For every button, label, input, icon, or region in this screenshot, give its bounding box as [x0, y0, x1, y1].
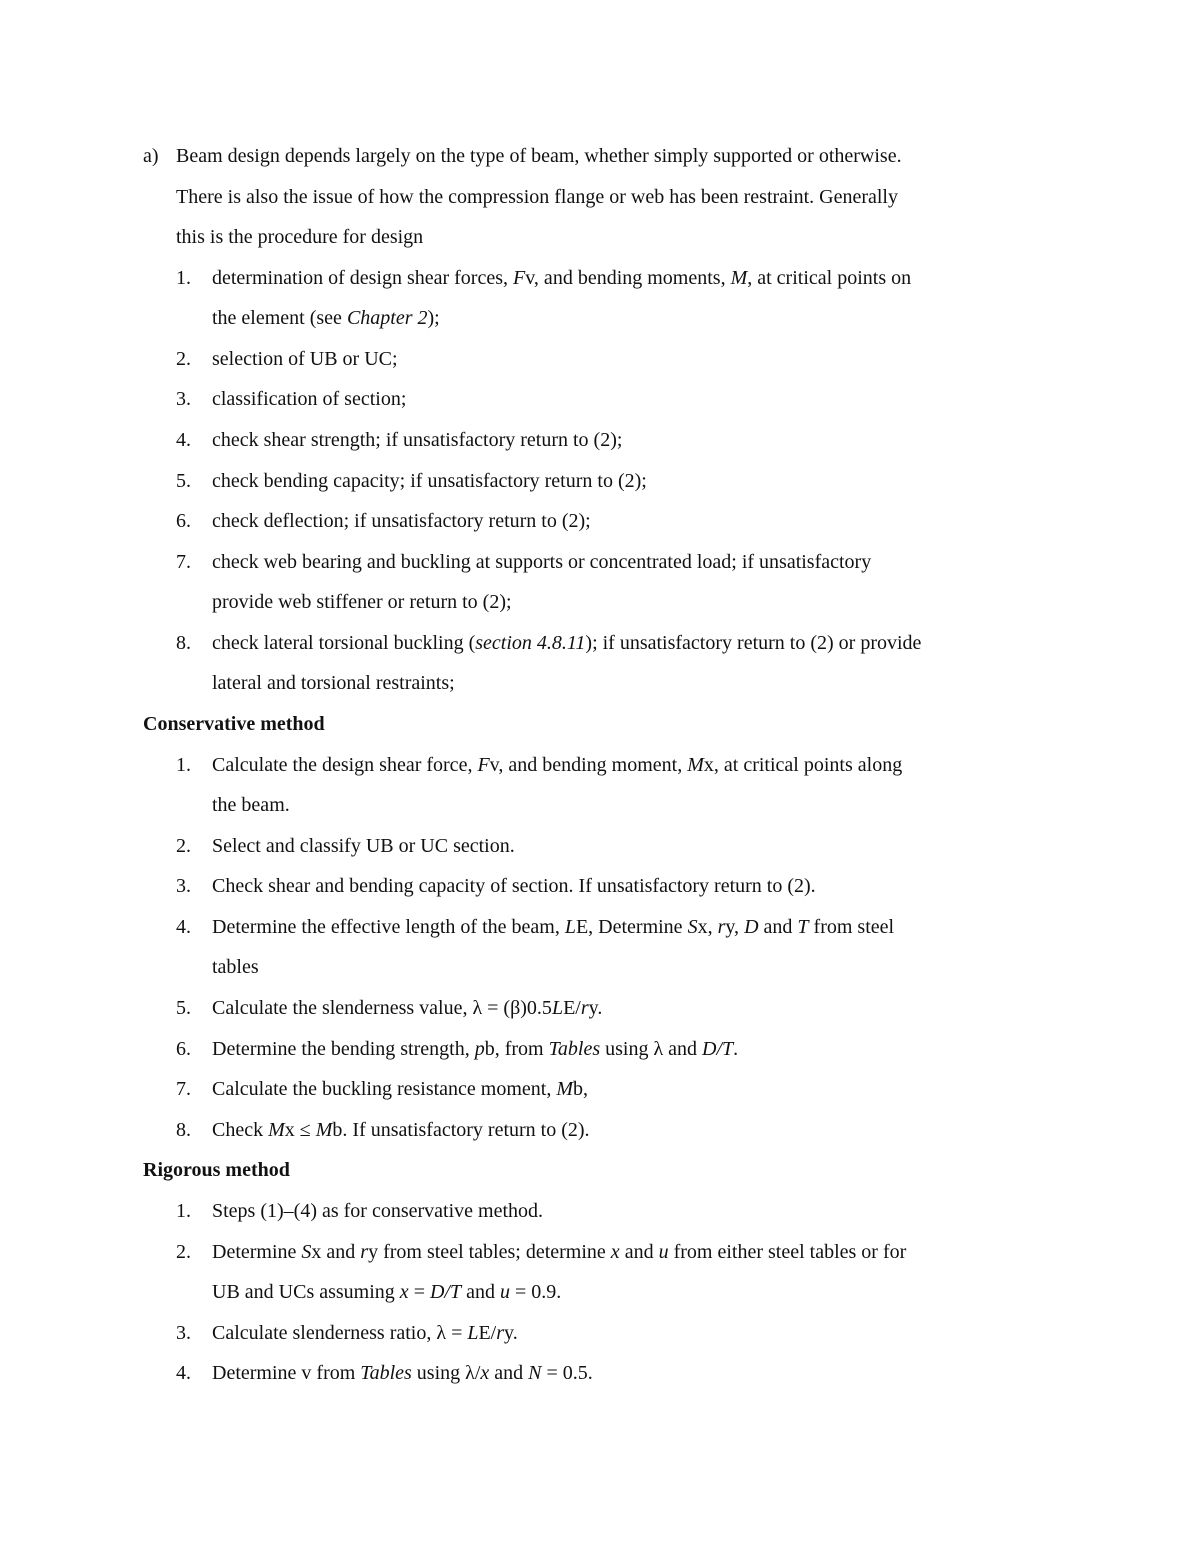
rigorous-line: Determine Sx and ry from steel tables; determine x and u from either steel tables or for — [212, 1241, 907, 1263]
italic-run: r — [717, 916, 726, 938]
italic-run: F — [477, 754, 490, 776]
italic-run: S — [301, 1241, 312, 1263]
intro-line: There is also the issue of how the compression flange or web has been restraint. Generally — [176, 186, 898, 208]
italic-run: M — [556, 1078, 574, 1100]
italic-run: Tables — [548, 1038, 601, 1060]
rigorous-line: Steps (1)–(4) as for conservative method. — [212, 1200, 544, 1222]
conservative-line: Check Mx ≤ Mb. If unsatisfactory return to (2). — [212, 1119, 590, 1141]
rigorous-number: 3. — [176, 1322, 191, 1344]
intro-line: Beam design depends largely on the type of beam, whether simply supported or otherwise. — [176, 145, 902, 167]
italic-run: D/T — [702, 1038, 734, 1060]
procedure-line: check web bearing and buckling at supports or concentrated load; if unsatisfactory — [212, 551, 872, 573]
procedure-line: check lateral torsional buckling (section 4.8.11); if unsatisfactory return to (2) or provide — [212, 632, 922, 654]
italic-run: x — [480, 1362, 490, 1384]
conservative-line: Calculate the design shear force, Fv, and bending moment, Mx, at critical points along — [212, 754, 903, 776]
conservative-number: 4. — [176, 916, 191, 938]
procedure-number: 5. — [176, 470, 191, 492]
intro-line: this is the procedure for design — [176, 226, 424, 248]
conservative-line: Calculate the slenderness value, λ = (β)0.5LE/ry. — [212, 997, 603, 1019]
italic-run: M — [730, 267, 748, 289]
procedure-number: 4. — [176, 429, 191, 451]
procedure-line: lateral and torsional restraints; — [212, 672, 455, 694]
italic-run: M — [315, 1119, 333, 1141]
italic-run: L — [564, 916, 576, 938]
italic-run: M — [687, 754, 704, 776]
procedure-number: 8. — [176, 632, 191, 654]
procedure-number: 7. — [176, 551, 191, 573]
italic-run: u — [499, 1281, 510, 1303]
procedure-number: 3. — [176, 388, 191, 410]
italic-run: Tables — [360, 1362, 412, 1384]
conservative-line: Determine the effective length of the beam, LE, Determine Sx, ry, D and T from steel — [212, 916, 895, 938]
procedure-line: check shear strength; if unsatisfactory return to (2); — [212, 429, 623, 451]
italic-run: p — [474, 1038, 485, 1060]
conservative-number: 7. — [176, 1078, 191, 1100]
italic-run: u — [658, 1241, 669, 1263]
conservative-line: tables — [212, 956, 259, 978]
rigorous-number: 1. — [176, 1200, 191, 1222]
procedure-line: classification of section; — [212, 388, 407, 410]
italic-run: L — [551, 997, 564, 1019]
italic-run: D — [744, 916, 759, 938]
procedure-number: 1. — [176, 267, 191, 289]
italic-run: x — [610, 1241, 620, 1263]
italic-run: r — [580, 997, 589, 1019]
italic-run: M — [268, 1119, 285, 1141]
conservative-number: 8. — [176, 1119, 191, 1141]
conservative-number: 3. — [176, 875, 191, 897]
procedure-number: 2. — [176, 348, 191, 370]
rigorous-number: 2. — [176, 1241, 191, 1263]
italic-run: section 4.8.11 — [475, 632, 586, 654]
conservative-number: 5. — [176, 997, 191, 1019]
rigorous-number: 4. — [176, 1362, 191, 1384]
conservative-method-heading: Conservative method — [143, 713, 325, 735]
intro-marker: a) — [143, 145, 159, 167]
italic-run: Chapter 2 — [346, 307, 428, 329]
italic-run: r — [360, 1241, 369, 1263]
italic-run: F — [513, 267, 526, 289]
italic-run: r — [496, 1322, 505, 1344]
italic-run: L — [467, 1322, 479, 1344]
rigorous-method-heading: Rigorous method — [143, 1159, 290, 1181]
conservative-number: 2. — [176, 835, 191, 857]
procedure-line: check deflection; if unsatisfactory return to (2); — [212, 510, 591, 532]
italic-run: N — [528, 1362, 542, 1384]
conservative-number: 6. — [176, 1038, 191, 1060]
conservative-line: Determine the bending strength, pb, from Tables using λ and D/T. — [212, 1038, 739, 1060]
conservative-line: Calculate the buckling resistance moment, Mb, — [212, 1078, 589, 1100]
conservative-line: Select and classify UB or UC section. — [212, 835, 515, 857]
procedure-number: 6. — [176, 510, 191, 532]
conservative-number: 1. — [176, 754, 191, 776]
procedure-line: check bending capacity; if unsatisfactory return to (2); — [212, 470, 647, 492]
italic-run: T — [797, 916, 809, 938]
italic-run: D/T — [429, 1281, 462, 1303]
italic-run: S — [687, 916, 698, 938]
procedure-line: the element (see Chapter 2); — [212, 307, 440, 329]
italic-run: x — [399, 1281, 409, 1303]
procedure-line: provide web stiffener or return to (2); — [212, 591, 512, 613]
procedure-line: selection of UB or UC; — [212, 348, 398, 370]
procedure-line: determination of design shear forces, Fv, and bending moments, M, at critical points on — [212, 267, 912, 289]
rigorous-line: Calculate slenderness ratio, λ = LE/ry. — [212, 1322, 518, 1344]
rigorous-line: Determine v from Tables using λ/x and N = 0.5. — [212, 1362, 593, 1384]
rigorous-line: UB and UCs assuming x = D/T and u = 0.9. — [212, 1281, 562, 1303]
conservative-line: the beam. — [212, 794, 290, 816]
conservative-line: Check shear and bending capacity of section. If unsatisfactory return to (2). — [212, 875, 816, 897]
